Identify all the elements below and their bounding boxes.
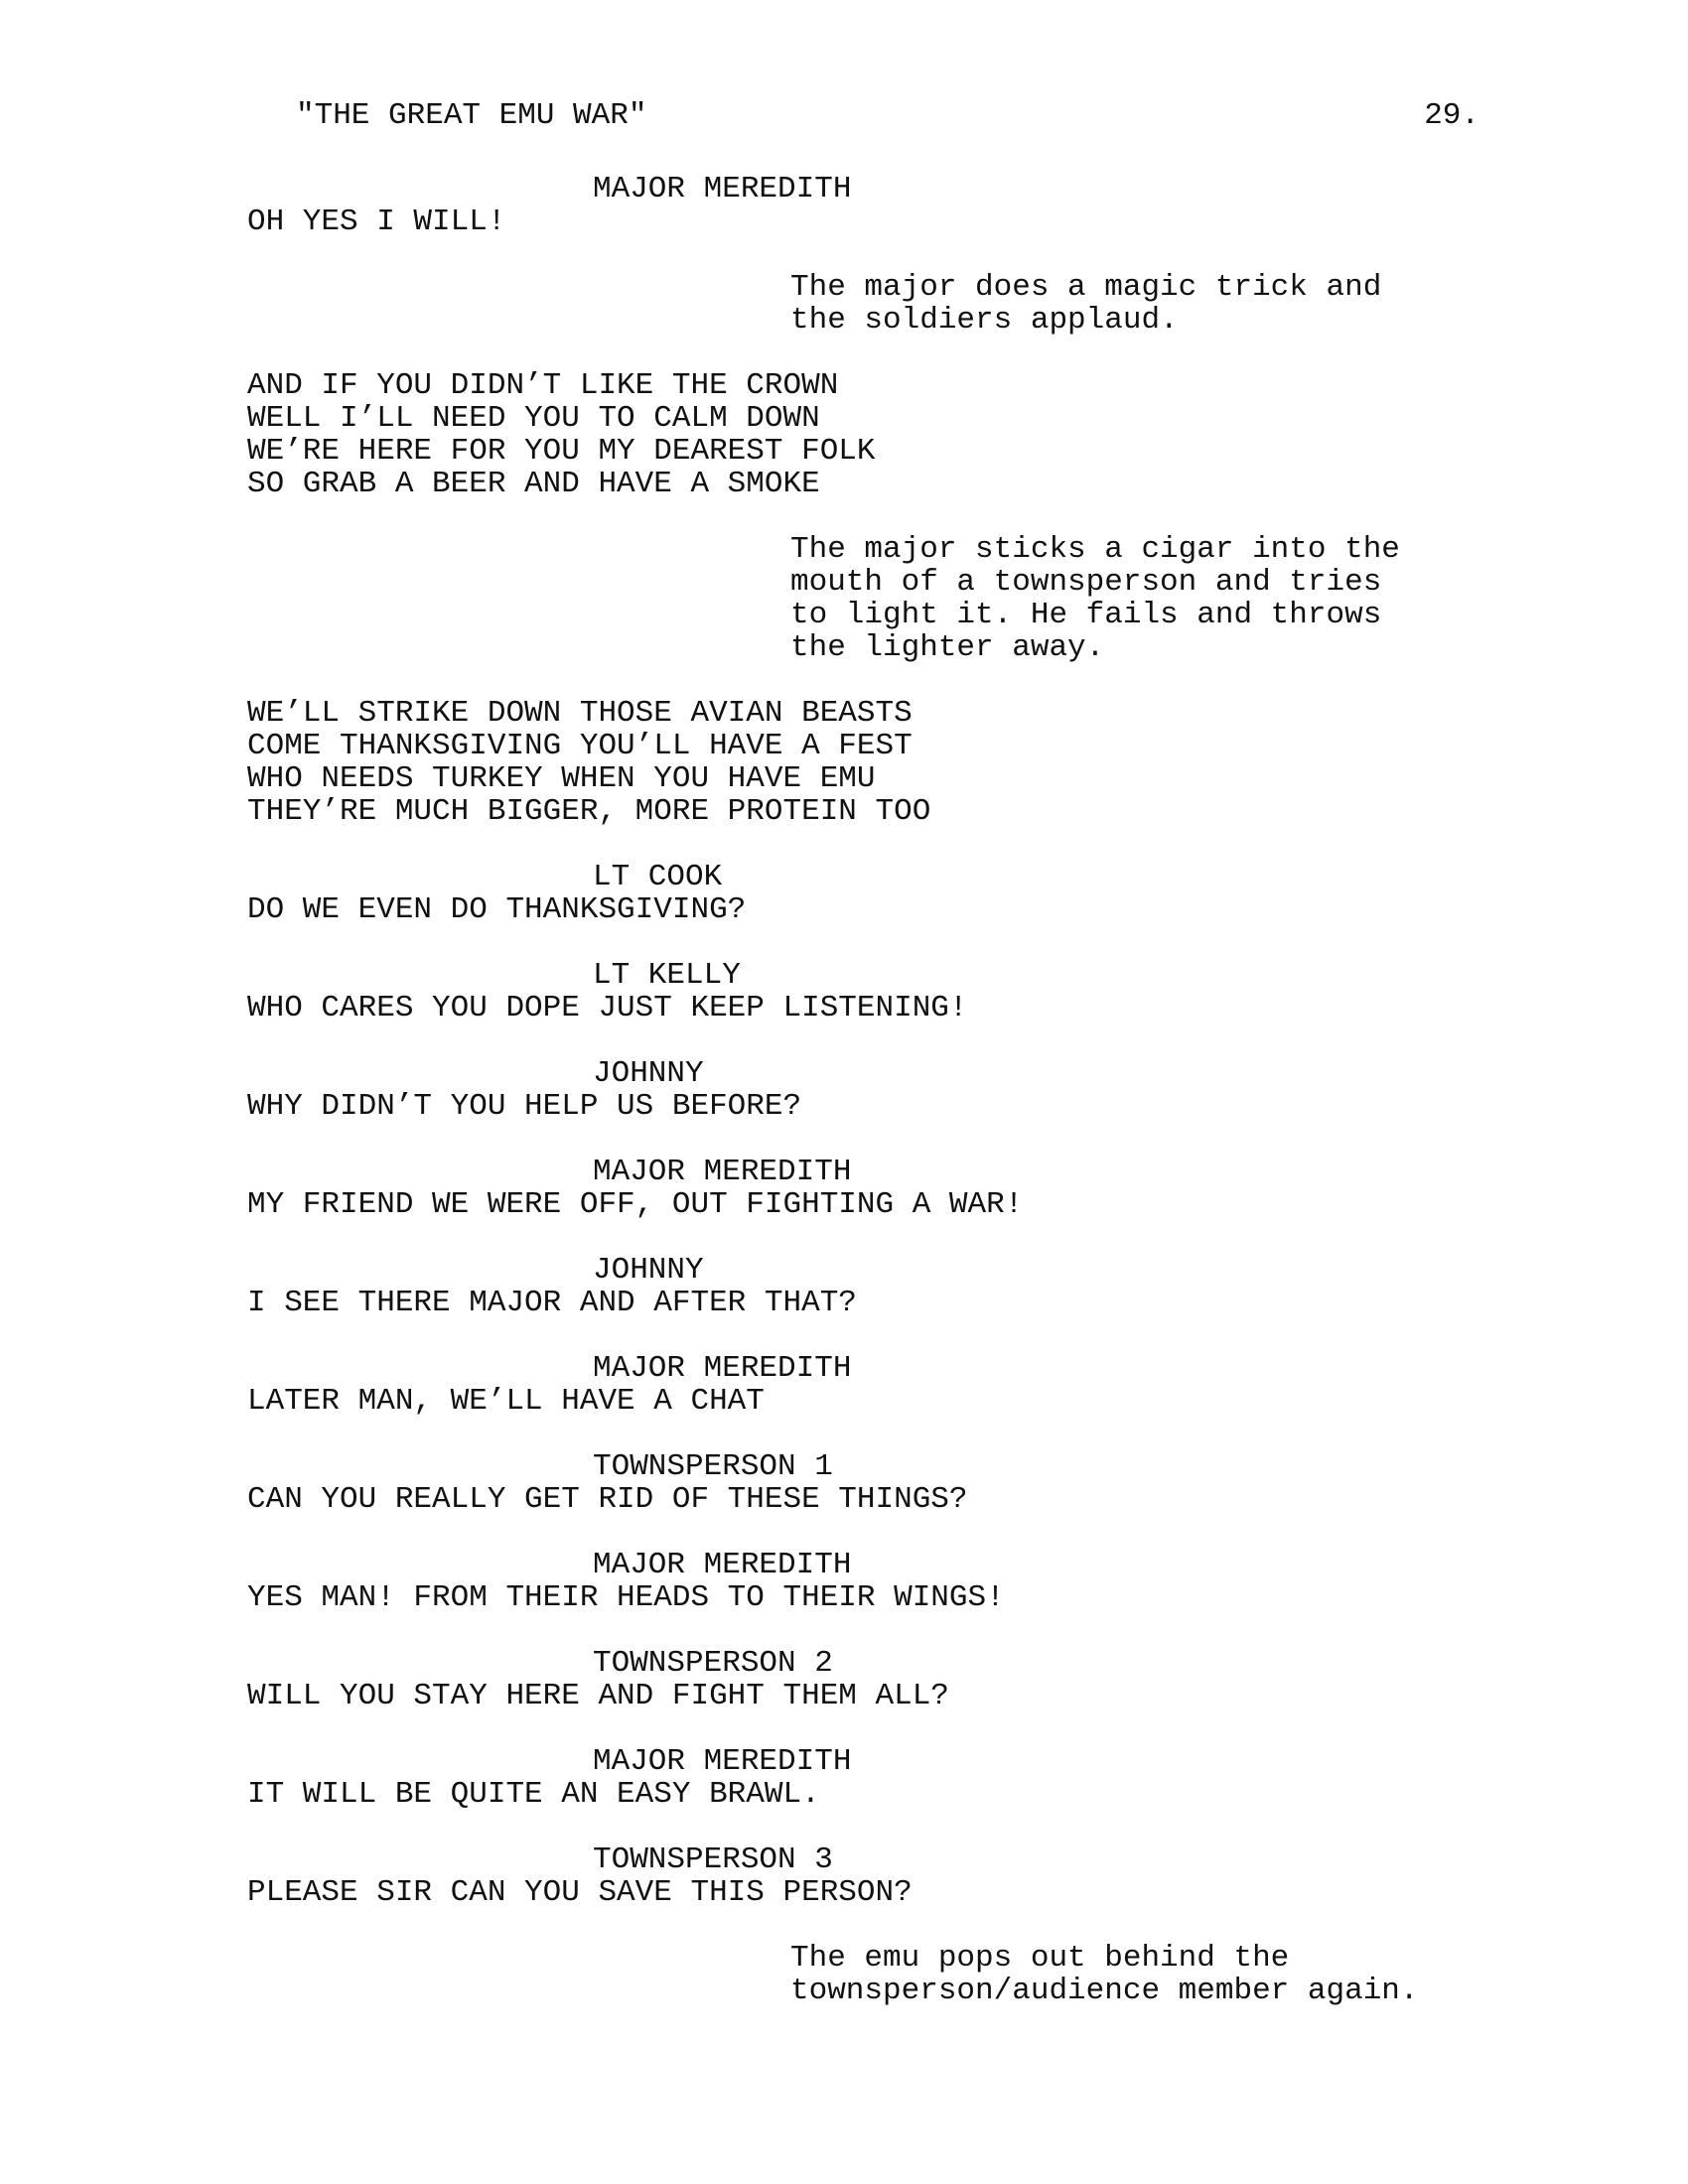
dialogue-line: SO GRAB A BEER AND HAVE A SMOKE xyxy=(247,467,820,501)
blank-line xyxy=(247,500,1488,533)
dialogue-line: WE’LL STRIKE DOWN THOSE AVIAN BEASTS xyxy=(247,696,913,731)
blank-line xyxy=(247,1123,1488,1156)
character-cue: TOWNSPERSON 3 xyxy=(593,1843,833,1877)
blank-line xyxy=(247,664,1488,697)
blank-line xyxy=(247,1221,1488,1254)
blank-line xyxy=(247,337,1488,369)
dialogue-block xyxy=(247,1385,1488,1418)
character-cue: JOHNNY xyxy=(593,1253,704,1288)
blank-line xyxy=(247,1614,1488,1647)
dialogue-block xyxy=(247,205,1488,238)
action-block xyxy=(790,533,1488,664)
dialogue-block xyxy=(247,1680,1488,1712)
dialogue-line: YES MAN! FROM THEIR HEADS TO THEIR WINGS! xyxy=(247,1580,1005,1615)
action-line: the soldiers applaud. xyxy=(790,303,1179,338)
dialogue-block xyxy=(247,1581,1488,1614)
dialogue-block xyxy=(247,992,1488,1024)
blank-line xyxy=(247,1024,1488,1057)
dialogue-line: MY FRIEND WE WERE OFF, OUT FIGHTING A WAR! xyxy=(247,1187,1024,1222)
script-title: "THE GREAT EMU WAR" xyxy=(296,98,647,133)
dialogue-block xyxy=(247,1778,1488,1811)
character-cue: MAJOR MEREDITH xyxy=(593,1548,852,1582)
action-block xyxy=(790,1942,1488,2007)
blank-line xyxy=(247,1319,1488,1352)
action-line: townsperson/audience member again. xyxy=(790,1974,1419,2008)
dialogue-line: WILL YOU STAY HERE AND FIGHT THEM ALL? xyxy=(247,1679,949,1713)
blank-line xyxy=(247,1418,1488,1450)
dialogue-block xyxy=(247,1090,1488,1123)
action-line: The major sticks a cigar into the xyxy=(790,532,1400,567)
dialogue-line: DO WE EVEN DO THANKSGIVING? xyxy=(247,892,747,927)
character-cue: TOWNSPERSON 2 xyxy=(593,1646,833,1681)
character-cue: MAJOR MEREDITH xyxy=(593,172,852,206)
blank-line xyxy=(247,926,1488,959)
action-line: The major does a magic trick and xyxy=(790,270,1382,305)
character-cue: MAJOR MEREDITH xyxy=(593,1155,852,1189)
dialogue-line: WHO CARES YOU DOPE JUST KEEP LISTENING! xyxy=(247,991,968,1025)
dialogue-line: CAN YOU REALLY GET RID OF THESE THINGS? xyxy=(247,1482,968,1517)
dialogue-line: WE’RE HERE FOR YOU MY DEAREST FOLK xyxy=(247,434,876,469)
character-cue: MAJOR MEREDITH xyxy=(593,1351,852,1386)
dialogue-line: IT WILL BE QUITE AN EASY BRAWL. xyxy=(247,1777,820,1812)
dialogue-block xyxy=(247,893,1488,926)
blank-line xyxy=(247,1712,1488,1745)
action-line: to light it. He fails and throws xyxy=(790,598,1382,632)
action-line: The emu pops out behind the xyxy=(790,1941,1290,1976)
dialogue-line: THEY’RE MUCH BIGGER, MORE PROTEIN TOO xyxy=(247,794,931,829)
character-cue: MAJOR MEREDITH xyxy=(593,1744,852,1779)
blank-line xyxy=(247,1909,1488,1942)
blank-line xyxy=(247,238,1488,271)
script-body xyxy=(247,173,1488,2007)
dialogue-block xyxy=(247,1483,1488,1516)
page-number: 29. xyxy=(1424,98,1479,133)
dialogue-line: PLEASE SIR CAN YOU SAVE THIS PERSON? xyxy=(247,1875,913,1910)
dialogue-line: AND IF YOU DIDN’T LIKE THE CROWN xyxy=(247,368,839,403)
dialogue-block xyxy=(247,369,1488,500)
character-cue: JOHNNY xyxy=(593,1056,704,1091)
dialogue-line: WELL I’LL NEED YOU TO CALM DOWN xyxy=(247,401,820,436)
blank-line xyxy=(247,828,1488,861)
action-line: mouth of a townsperson and tries xyxy=(790,565,1382,600)
character-cue: LT KELLY xyxy=(593,958,741,993)
character-cue: LT COOK xyxy=(593,860,723,894)
blank-line xyxy=(247,1516,1488,1549)
dialogue-line: LATER MAN, WE’LL HAVE A CHAT xyxy=(247,1384,765,1419)
dialogue-line: OH YES I WILL! xyxy=(247,205,506,239)
dialogue-block xyxy=(247,1287,1488,1319)
dialogue-line: WHY DIDN’T YOU HELP US BEFORE? xyxy=(247,1089,802,1124)
dialogue-block xyxy=(247,697,1488,828)
dialogue-block xyxy=(247,1876,1488,1909)
dialogue-line: COME THANKSGIVING YOU’LL HAVE A FEST xyxy=(247,729,913,763)
character-cue: TOWNSPERSON 1 xyxy=(593,1449,833,1484)
dialogue-block xyxy=(247,1188,1488,1221)
dialogue-line: I SEE THERE MAJOR AND AFTER THAT? xyxy=(247,1286,857,1320)
dialogue-line: WHO NEEDS TURKEY WHEN YOU HAVE EMU xyxy=(247,761,876,796)
action-line: the lighter away. xyxy=(790,630,1105,665)
action-block xyxy=(790,271,1488,337)
blank-line xyxy=(247,1811,1488,1843)
